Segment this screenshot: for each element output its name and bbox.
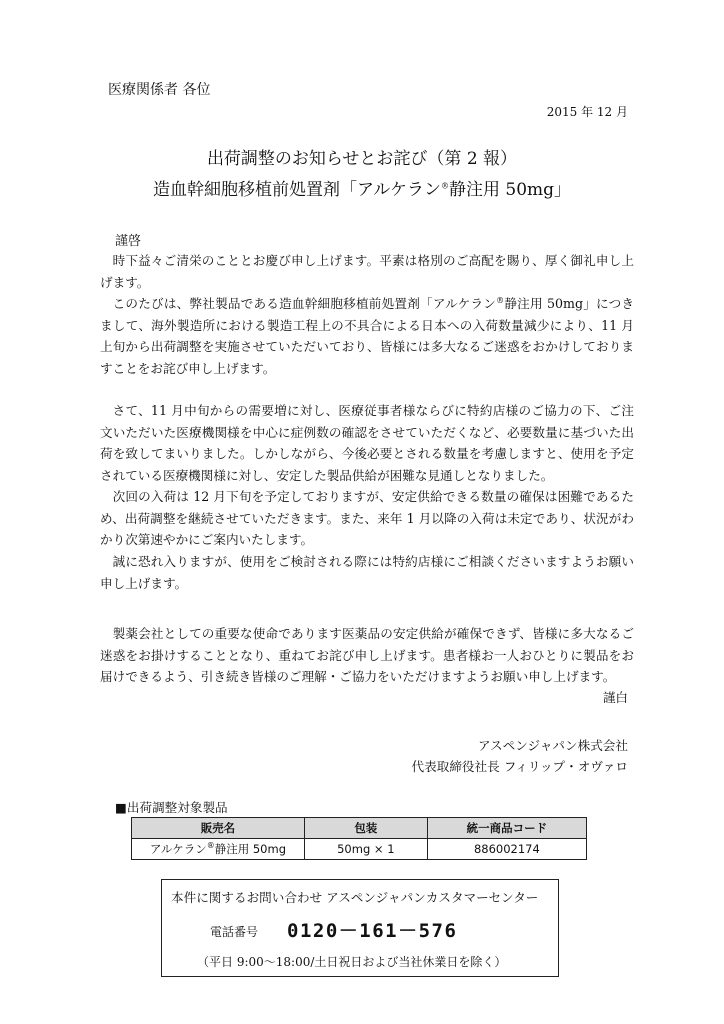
salutation: 謹啓 (115, 234, 142, 249)
addressee: 医療関係者 各位 (108, 82, 211, 98)
representative-name: 代表取締役社長 フィリップ・オヴァロ (411, 759, 628, 774)
paragraph-consult (100, 551, 634, 594)
table-header-row (132, 818, 587, 839)
registered-mark: ® (496, 295, 505, 305)
paragraph-text: 製薬会社としての重要な使命であります医薬品の安定供給が確保できず、皆様に多大なるご迷惑をお掛けすることとなり、重ねてお詫び申し上げます。患者様お一人おひとりに製品をお届けできるよう、引き続き皆様のご理解・ご協力をいただけますようお願い申し上げます。 (100, 626, 634, 684)
document-subtitle (0, 175, 724, 200)
table-row (132, 839, 587, 860)
closing: 謹白 (602, 690, 628, 705)
product-code-cell: 886002174 (427, 839, 586, 860)
paragraph-text: 誠に恐れ入りますが、使用をご検討される際には特約店様にご相談くださいますようお願い申し上げます。 (100, 554, 634, 591)
products-section-title: ■出荷調整対象製品 (115, 800, 228, 815)
paragraph-text: 時下益々ご清栄のこととお慶び申し上げます。平素は格別のご高配を賜り、厚く御礼申し上げます。 (100, 253, 634, 290)
paragraph-text: さて、11 月中旬からの需要増に対し、医療従事者様ならびに特約店様のご協力の下、ご注文いただいた医療機関様を中心に症例数の確認をさせていただくなど、必要数量に基づいた出荷を致してまいりました。しかしながら、今後必要とされる数量を考慮しますと、使用を予定されている医療機関様に対し、安定した製品供給が困難な見通しとなりました。 (100, 403, 634, 483)
issue-date: 2015 年 12 月 (546, 105, 628, 119)
paragraph-greeting (100, 250, 634, 293)
contact-box (161, 879, 559, 977)
paragraph-final-apology (100, 623, 634, 688)
paragraph-apology (100, 293, 634, 379)
paragraph-demand (100, 400, 634, 486)
column-header-name: 販売名 (132, 818, 305, 839)
subtitle-text-after: 静注用 50mg」 (448, 180, 572, 200)
company-name: アスペンジャパン株式会社 (477, 738, 628, 753)
business-hours: （平日 9:00～18:00/土日祝日および当社休業日を除く） (197, 955, 507, 969)
products-table (131, 817, 587, 860)
product-name-after: 静注用 50mg (214, 842, 286, 856)
paragraph-text (100, 293, 634, 379)
column-header-code: 統一商品コード (427, 818, 586, 839)
paragraph-text: 次回の入荷は 12 月下旬を予定しておりますが、安定供給できる数量の確保は困難であるため、出荷調整を継続させていただきます。また、来年 1 月以降の入荷は未定であり、状況がわかり次第速やかにご案内いたします。 (100, 489, 634, 547)
contact-label: 本件に関するお問い合わせ アスペンジャパンカスタマーセンター (171, 890, 539, 905)
phone-number: 0120－161－576 (287, 920, 458, 942)
product-name-before: アルケラン (149, 842, 207, 856)
registered-mark: ® (440, 181, 449, 191)
paragraph-next-shipment (100, 486, 634, 551)
phone-label: 電話番号 (210, 925, 259, 939)
subtitle-text-before: 造血幹細胞移植前処置剤「アルケラン (152, 180, 441, 200)
package-cell: 50mg × 1 (304, 839, 427, 860)
paragraph-text-before: このたびは、弊社製品である造血幹細胞移植前処置剤「アルケラン (112, 296, 497, 311)
registered-mark: ® (206, 841, 215, 851)
document-title: 出荷調整のお知らせとお詫び（第 2 報） (206, 149, 518, 169)
product-name-cell (132, 839, 305, 860)
column-header-package: 包装 (304, 818, 427, 839)
paragraph-text-after: 静注用 50mg」につきまして、海外製造所における製造工程上の不具合による日本への入荷数量減少により、11 月上旬から出荷調整を実施させていただいており、皆様には多大なるご迷惑をおかけしておりますことをお詫び申し上げます。 (100, 296, 635, 376)
